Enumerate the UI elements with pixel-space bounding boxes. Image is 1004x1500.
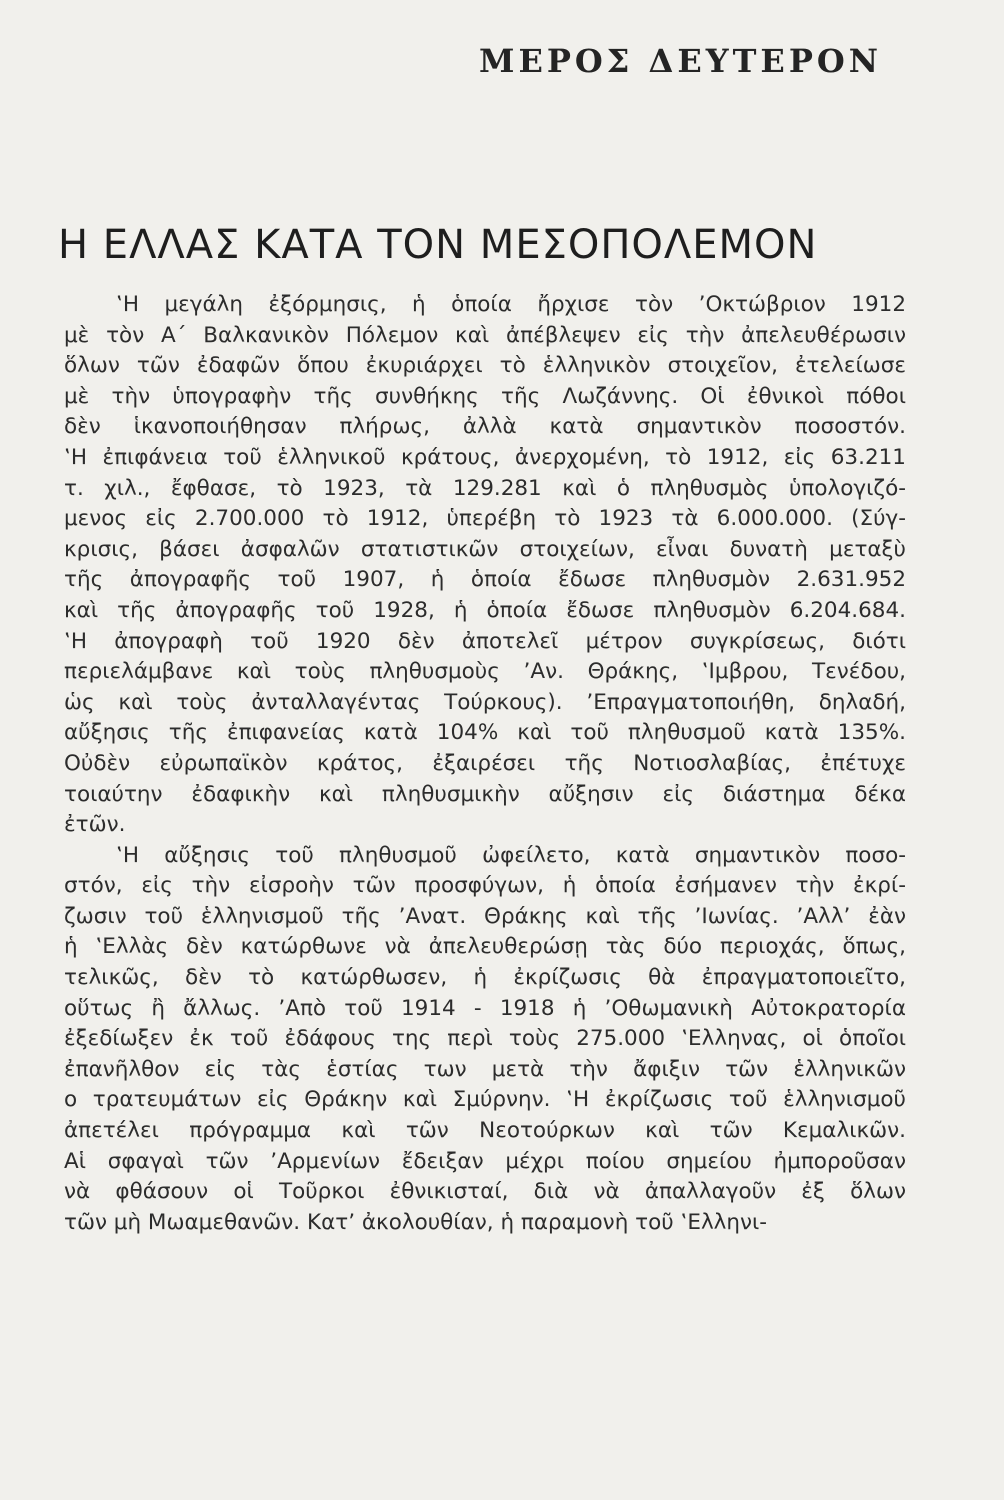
text-line: τ. χιλ., ἔφθασε, τὸ 1923, τὰ 129.281 καὶ ὁ πληθυσμὸς ὑπολογιζό-: [64, 475, 906, 501]
paragraph: [64, 290, 906, 841]
text-line: ἡ ‛Ελλὰς δὲν κατώρθωνε νὰ ἀπελευθερώσῃ τὰς δύο περιοχάς, ὅπως,: [64, 934, 906, 960]
body-text: [64, 290, 906, 1238]
text-line: μὲ τὸν Α΄ Βαλκανικὸν Πόλεμον καὶ ἀπέβλεψεν εἰς τὴν ἀπελευθέρωσιν: [64, 322, 906, 348]
text-line: ἀπετέλει πρόγραμμα καὶ τῶν Νεοτούρκων καὶ τῶν Κεμαλικῶν.: [64, 1118, 906, 1144]
text-line: ‛Η μεγάλη ἐξόρμησις, ἡ ὁποία ἤρχισε τὸν ’Οκτώβριον 1912: [116, 292, 906, 317]
text-line: καὶ τῆς ἀπογραφῆς τοῦ 1928, ἡ ὁποία ἔδωσε πληθυσμὸν 6.204.684.: [64, 597, 906, 623]
text-line: ἐτῶν.: [64, 812, 126, 838]
text-line: ‛Η ἀπογραφὴ τοῦ 1920 δὲν ἀποτελεῖ μέτρον συγκρίσεως, διότι: [64, 628, 906, 654]
text-line: ἐπανῆλθον εἰς τὰς ἑστίας των μετὰ τὴν ἄφιξιν τῶν ἑλληνικῶν: [64, 1056, 906, 1082]
chapter-title: Η ΕΛΛΑΣ ΚΑΤΑ ΤΟΝ ΜΕΣΟΠΟΛΕΜΟΝ: [58, 222, 818, 268]
text-line: μὲ τὴν ὑπογραφὴν τῆς συνθήκης τῆς Λωζάννης. Οἱ ἐθνικοὶ πόθοι: [64, 383, 906, 409]
text-line: ‛Η αὔξησις τοῦ πληθυσμοῦ ὠφείλετο, κατὰ σημαντικὸν ποσο-: [116, 842, 906, 868]
text-line: ο τρατευμάτων εἰς Θράκην καὶ Σμύρνην. ‛Η ἐκρίζωσις τοῦ ἑλληνισμοῦ: [64, 1087, 906, 1113]
text-line: ὡς καὶ τοὺς ἀνταλλαγέντας Τούρκους). ’Επραγματοποιήθη, δηλαδή,: [64, 689, 906, 715]
text-line: τῆς ἀπογραφῆς τοῦ 1907, ἡ ὁποία ἔδωσε πληθυσμὸν 2.631.952: [64, 567, 906, 593]
text-line: στόν, εἰς τὴν εἰσροὴν τῶν προσφύγων, ἡ ὁποία ἐσήμανεν τὴν ἐκρί-: [64, 873, 906, 899]
text-line: ὅλων τῶν ἐδαφῶν ὅπου ἐκυριάρχει τὸ ἑλληνικὸν στοιχεῖον, ἐτελείωσε: [64, 353, 906, 379]
text-line: κρισις, βάσει ἀσφαλῶν στατιστικῶν στοιχείων, εἶναι δυνατὴ μεταξὺ: [64, 536, 906, 562]
part-heading: ΜΕΡΟΣ ΔΕΥΤΕΡΟΝ: [479, 42, 882, 80]
text-line: ‛Η ἐπιφάνεια τοῦ ἑλληνικοῦ κράτους, ἀνερχομένη, τὸ 1912, εἰς 63.211: [64, 444, 906, 470]
text-line: περιελάμβανε καὶ τοὺς πληθυσμοὺς ’Αν. Θράκης, ‛Ιμβρου, Τενέδου,: [64, 659, 906, 685]
text-line: αὔξησις τῆς ἐπιφανείας κατὰ 104% καὶ τοῦ πληθυσμοῦ κατὰ 135%.: [64, 720, 906, 746]
text-line: οὕτως ἢ ἄλλως. ’Απὸ τοῦ 1914 - 1918 ἡ ’Οθωμανικὴ Αὐτοκρατορία: [64, 995, 906, 1021]
paragraph: [64, 841, 906, 1239]
text-line: ζωσιν τοῦ ἑλληνισμοῦ τῆς ’Ανατ. Θράκης καὶ τῆς ’Ιωνίας. ’Αλλ’ ἐὰν: [64, 903, 906, 929]
text-line: Οὐδὲν εὐρωπαϊκὸν κράτος, ἐξαιρέσει τῆς Νοτιοσλαβίας, ἐπέτυχε: [64, 750, 906, 776]
text-line: τοιαύτην ἐδαφικὴν καὶ πληθυσμικὴν αὔξησιν εἰς διάστημα δέκα: [64, 781, 906, 807]
text-line: δὲν ἱκανοποιήθησαν πλήρως, ἀλλὰ κατὰ σημαντικὸν ποσοστόν.: [64, 414, 906, 440]
text-line: τῶν μὴ Μωαμεθανῶν. Κατ’ ἀκολουθίαν, ἡ παραμονὴ τοῦ ‛Ελληνι-: [64, 1209, 768, 1235]
text-line: τελικῶς, δὲν τὸ κατώρθωσεν, ἡ ἐκρίζωσις θὰ ἐπραγματοποιεῖτο,: [64, 965, 906, 991]
text-line: ἐξεδίωξεν ἐκ τοῦ ἐδάφους της περὶ τοὺς 275.000 ‛Ελληνας, οἱ ὁποῖοι: [64, 1026, 906, 1052]
text-line: νὰ φθάσουν οἱ Τοῦρκοι ἐθνικισταί, διὰ νὰ ἀπαλλαγοῦν ἐξ ὅλων: [64, 1179, 906, 1205]
text-line: μενος εἰς 2.700.000 τὸ 1912, ὑπερέβη τὸ 1923 τὰ 6.000.000. (Σύγ-: [64, 506, 906, 532]
text-line: Αἱ σφαγαὶ τῶν ’Αρμενίων ἔδειξαν μέχρι ποίου σημείου ἠμποροῦσαν: [64, 1148, 906, 1174]
